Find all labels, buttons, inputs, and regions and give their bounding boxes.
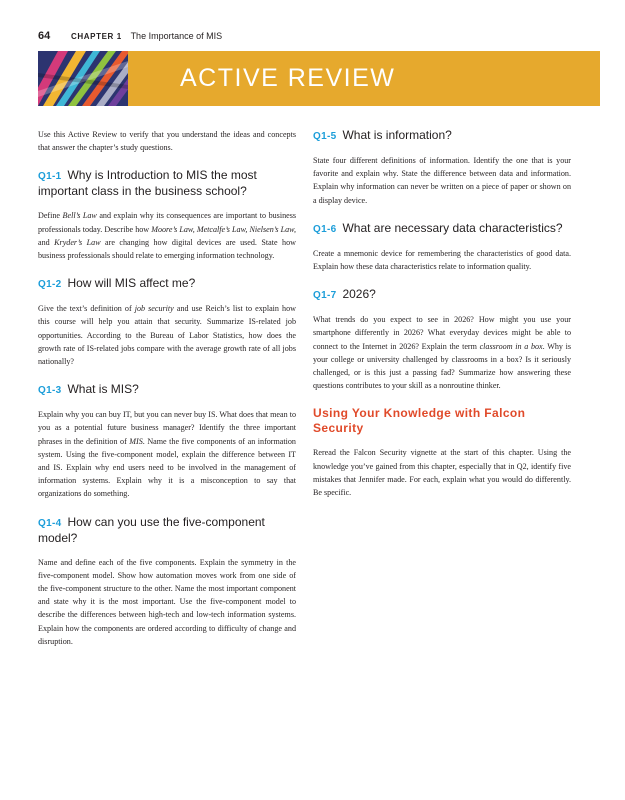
term-mis: MIS (129, 436, 143, 446)
question-heading-q1-1 (38, 168, 296, 199)
question-heading-q1-2 (38, 276, 296, 292)
using-your-knowledge-body: Reread the Falcon Security vignette at the start of this chapter. Using the knowledge you’ve gained from this chapter, especially that in Q2, identify five mistakes that Jennifer made. For each, explain what you would do differently. Be specific. (313, 448, 571, 498)
question-title: How will MIS affect me? (67, 276, 196, 291)
body-text: . Name the five components of an information system. Using the five-component model, explain the difference between IT and IS. Explain why end users need to be involved in the management of information systems. Explain why it is a misconception to say that organizations do something. (38, 436, 296, 499)
term-job-security: job security (134, 304, 174, 314)
question-number: Q1-2 (38, 279, 62, 291)
right-column (313, 128, 571, 513)
question-heading-q1-6 (313, 221, 571, 237)
artwork-graphic (38, 51, 128, 106)
question-number: Q1-1 (38, 171, 62, 183)
body-text: are changing how digital devices are used. State how business professionals should relate to emerging information technology. (38, 237, 296, 261)
question-heading-q1-3 (38, 382, 296, 398)
body-text: What trends do you expect to see in 2026? How might you use your smartphone differently in 2026? What everyday devices might be able to connect to the Internet in 2026? Explain the term (313, 315, 571, 351)
question-title: What is information? (342, 128, 452, 142)
term-classroom-in-a-box: classroom in a box (479, 341, 543, 351)
question-heading-q1-4 (38, 515, 296, 546)
question-body-q1-2 (38, 302, 296, 368)
banner-title: ACTIVE REVIEW (180, 64, 396, 92)
question-heading-q1-7 (313, 287, 571, 303)
question-title: How can you use the five-component model? (38, 514, 265, 545)
body-text: Explain why you can buy IT, but you can never buy IS. What does that mean to you as a potential future business manager? Identify the three important phrases in the definition of (38, 410, 296, 446)
question-body-q1-1 (38, 209, 296, 262)
term-bells-law: Bell’s Law (62, 211, 97, 221)
question-title: What is MIS? (67, 382, 139, 397)
chapter-title: The Importance of MIS (130, 31, 223, 41)
question-number: Q1-7 (313, 290, 337, 302)
body-text: and use Reich’s list to explain how this course will help you attain that security. Summarize IS-related job opportunities. According to the Bureau of Labor Statistics, how does the growth rate of IS-related jobs compare with the average growth rate of all jobs nationally? (38, 304, 296, 367)
question-body-q1-5: State four different definitions of information. Identify the one that is your favorite and explain why. State the difference between data and information. Explain why information can never be written on a piece of paper or shown on a display device. (313, 156, 571, 205)
question-body-q1-7 (313, 313, 571, 392)
question-title: 2026? (342, 287, 376, 302)
section-banner (38, 51, 600, 106)
question-title: Why is Introduction to MIS the most important class in the business school? (38, 168, 257, 199)
question-number: Q1-6 (313, 223, 337, 235)
body-text: and explain why its consequences are important to business professionals today. Describe how (38, 211, 297, 234)
decorative-artwork (38, 51, 128, 106)
body-text: . Why is your college or university challenged by classrooms in a box? Is it seriously challenged, or is this just a passing fad? Summarize how answering these questions contributes to your skill as a nonroutine thinker. (313, 341, 572, 391)
question-body-q1-6: Create a mnemonic device for remembering the characteristics of good data. Explain how these data characteristics relate to information quality. (313, 248, 571, 272)
body-text: Define (38, 211, 63, 221)
intro-text: Use this Active Review to verify that you understand the ideas and concepts that answer the chapter’s study questions. (38, 130, 296, 153)
body-text: Give the text’s definition of (38, 304, 135, 314)
chapter-label: CHAPTER 1 (71, 32, 122, 41)
left-column (38, 128, 296, 662)
question-number: Q1-4 (38, 517, 62, 529)
question-number: Q1-3 (38, 385, 62, 397)
question-number: Q1-5 (313, 131, 337, 142)
using-your-knowledge-heading: Using Your Knowledge with Falcon Security (313, 406, 526, 436)
term-laws: Moore’s Law, Metcalfe’s Law, Nielsen’s Law, (151, 224, 296, 234)
banner-bar (128, 51, 600, 106)
page-number: 64 (38, 30, 51, 42)
running-head (38, 30, 222, 42)
question-heading-q1-5 (313, 128, 571, 144)
question-title: What are necessary data characteristics? (342, 220, 563, 235)
question-body-q1-3 (38, 408, 296, 500)
body-text: and (38, 237, 55, 247)
term-kryders-law: Kryder’s Law (54, 237, 101, 247)
question-body-q1-4: Name and define each of the five components. Explain the symmetry in the five-component model. Show how automation moves work from one side of the five-component structure to the other. Name the most important component and state why it is the most important. Use the five-component model to describe the differences between high-tech and low-tech information systems. Explain how the components are ordered according to difficulty of change and disruption. (38, 557, 296, 646)
